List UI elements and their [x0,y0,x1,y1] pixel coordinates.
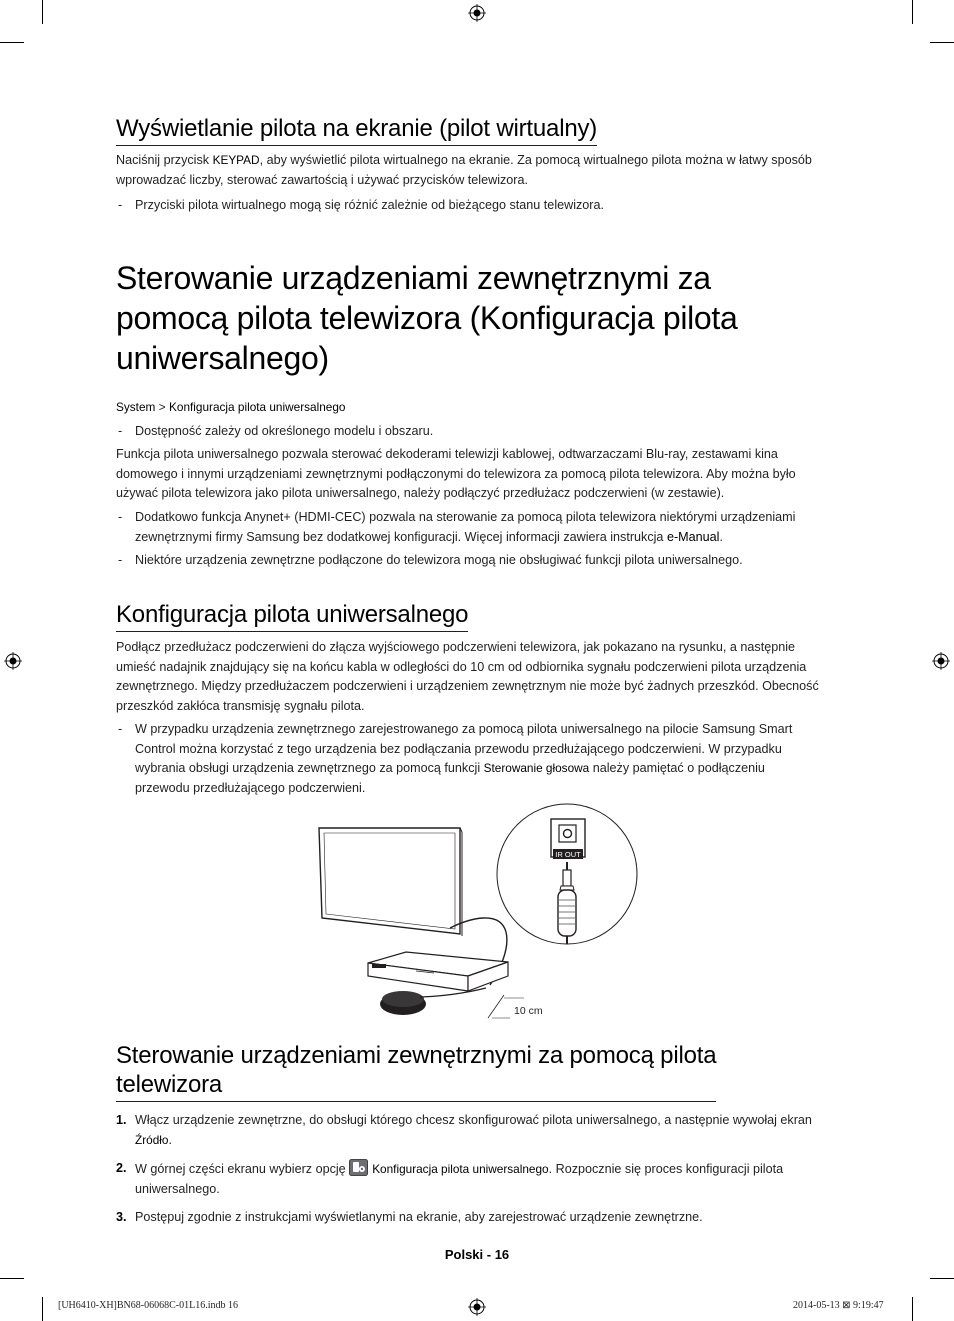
section-heading-virtual-remote: Wyświetlanie pilota na ekranie (pilot wirtualny) [116,115,597,146]
keypad-key-label: KEYPAD [212,153,260,167]
section-heading-remote-config: Konfiguracja pilota uniwersalnego [116,601,468,632]
universal-remote-setup-label: Konfiguracja pilota uniwersalnego [372,1162,549,1176]
text: zewnętrznego. Między przedłużaczem podczerwieni i urządzeniem zewnętrznym nie może być żadnych przeszkód. Obecność [116,679,819,693]
menu-path-item: System [116,400,156,414]
crop-mark [0,42,24,43]
note-text: Przyciski pilota wirtualnego mogą się różnić zależnie od bieżącego stanu telewizora. [135,198,605,212]
registration-mark-icon [468,1298,486,1316]
print-footer-timestamp: 2014-05-13 ⊠ 9:19:47 [793,1300,884,1311]
note: - Niektóre urządzenia zewnętrzne podłączone do telewizora mogą nie obsługiwać funkcji pilota uniwersalnego. [116,551,838,571]
text: wprowadzać liczby, sterować zawartością i używać przycisków telewizora. [116,172,528,187]
note: - Przyciski pilota wirtualnego mogą się różnić zależnie od bieżącego stanu telewizora. [116,196,838,216]
text: Naciśnij przycisk [116,153,213,167]
note-text: należy pamiętać o podłączeniu [589,761,765,775]
crop-mark [912,0,913,24]
note-text: zewnętrznymi firmy Samsung bez dodatkowej konfiguracji. Więcej informacji zawiera instrukcja [135,529,667,544]
text: Podłącz przedłużacz podczerwieni do złącza wyjściowego podczerwieni telewizora, jak pokazano na rysunku, a następnie [116,640,796,654]
heading-line: Sterowanie urządzeniami zewnętrznymi za pomocą pilota [116,1042,717,1069]
crop-mark [930,42,954,43]
ir-out-port-label: IR OUT [555,850,581,859]
step-text: uniwersalnego. [135,1181,220,1196]
virtual-remote-paragraph [116,151,838,190]
step-item [116,1208,838,1228]
ir-out-port-detail [497,804,637,944]
set-top-box-illustration [368,952,508,991]
universal-remote-paragraph [116,445,838,504]
crop-mark [42,0,43,24]
chapter-heading-universal-remote [116,258,836,378]
step-text: Postępuj zgodnie z instrukcjami wyświetlanymi na ekranie, aby zarejestrować urządzenie zewnętrzne. [135,1210,703,1224]
heading-line: Sterowanie urządzeniami zewnętrznymi za [116,260,711,296]
distance-label: 10 cm [514,1005,543,1017]
step-text: . Rozpocznie się proces konfiguracji pilota [548,1162,784,1176]
e-manual-label: e-Manual [666,529,720,544]
universal-remote-setup-icon [349,1159,368,1176]
note-text: przewodu przedłużającego podczerwieni. [135,780,366,795]
menu-path-item: Konfiguracja pilota uniwersalnego [169,400,346,414]
text: , aby wyświetlić pilota wirtualnego na ekranie. Za pomocą wirtualnego pilota można w łatwy sposób [259,153,812,167]
step-item [116,1159,838,1199]
remote-config-paragraph [116,638,838,716]
note: - Dodatkowo funkcja Anynet+ (HDMI-CEC) pozwala na sterowanie za pomocą pilota telewizora niektórymi urządzeniami zewnętrznymi firmy Samsung bez dodatkowej konfiguracji. Więcej informacji zawiera instrukcja e-Manual. [116,508,838,547]
heading-line: uniwersalnego) [116,340,329,376]
step-text: W górnej części ekranu wybierz opcję [135,1162,350,1176]
heading-line: telewizora [116,1071,223,1098]
text: umieść nadajnik znajdujący się na końcu kabla w odległości do 10 cm od odbiornika sygnału podczerwieni pilota urządzenia [116,659,807,674]
step-number: 1. [116,1113,127,1127]
menu-path-breadcrumb [116,398,838,418]
page-number: Polski - 16 [444,1247,510,1262]
ir-extender-diagram [310,800,640,1030]
menu-path-separator: > [155,400,170,414]
step-item: 1. Włącz urządzenie zewnętrzne, do obsługi którego chcesz skonfigurować pilota uniwersalnego, a następnie wywołaj ekran Źródło. [116,1111,838,1150]
tv-illustration [319,828,462,936]
step-number: 3. [116,1210,127,1224]
text: używać pilota telewizora jako pilota uniwersalnego, należy podłączyć przedłużacz podczerwieni (w zestawie). [116,486,725,500]
crop-mark [42,1297,43,1321]
note-text: Dostępność zależy od określonego modelu i obszaru. [135,424,434,438]
registration-mark-icon [4,652,22,670]
note-text: Niektóre urządzenia zewnętrzne podłączone do telewizora mogą nie obsługiwać funkcji pilota uniwersalnego. [135,553,743,567]
note: - Dostępność zależy od określonego modelu i obszaru. [116,422,838,442]
crop-mark [912,1297,913,1321]
heading-line: pomocą pilota telewizora (Konfiguracja pilota [116,300,738,336]
note-text: wybrania obsługi urządzenia zewnętrznego za pomocą funkcji [135,761,484,775]
text: Funkcja pilota uniwersalnego pozwala sterować dekoderami telewizji kablowej, odtwarzaczami Blu-ray, zestawami kina [116,447,778,461]
ir-blaster-illustration [380,988,486,1015]
note-text: Control można korzystać z tego urządzenia bez podłączania przewodu przedłużającego podczerwieni. W przypadku [135,741,782,756]
print-footer-file: [UH6410-XH]BN68-06068C-01L16.indb 16 [58,1300,238,1311]
note-text: W przypadku urządzenia zewnętrznego zarejestrowanego za pomocą pilota uniwersalnego na pilocie Samsung Smart [135,722,793,736]
note: - W przypadku urządzenia zewnętrznego zarejestrowanego za pomocą pilota uniwersalnego na pilocie Samsung Smart Control można korzystać z tego urządzenia bez podłączania przewodu przedłużającego podczerwieni. W przypadku wybrania obsługi urządzenia zewnętrznego za pomocą funkcji Sterowanie głosowa należy pamiętać o podłączeniu przewodu przedłużającego podczerwieni. [116,720,838,798]
registration-mark-icon [468,4,486,22]
section-heading-control-devices [116,1041,716,1102]
voice-control-label: Sterowanie głosowa [483,761,590,775]
step-text: Włącz urządzenie zewnętrzne, do obsługi którego chcesz skonfigurować pilota uniwersalnego, a następnie wywołaj ekran [135,1113,812,1127]
registration-mark-icon [932,652,950,670]
text: przeszkód zakłóca transmisję sygnału pilota. [116,698,365,713]
step-number: 2. [116,1161,127,1175]
source-label: Źródło [135,1132,169,1147]
text: domowego i innymi urządzeniami zewnętrznymi podłączonymi do telewizora za pomocą pilota telewizora. Aby można było [116,466,796,481]
crop-mark [930,1278,954,1279]
crop-mark [0,1278,24,1279]
note-text: Dodatkowo funkcja Anynet+ (HDMI-CEC) pozwala na sterowanie za pomocą pilota telewizora niektórymi urządzeniami [135,510,796,524]
